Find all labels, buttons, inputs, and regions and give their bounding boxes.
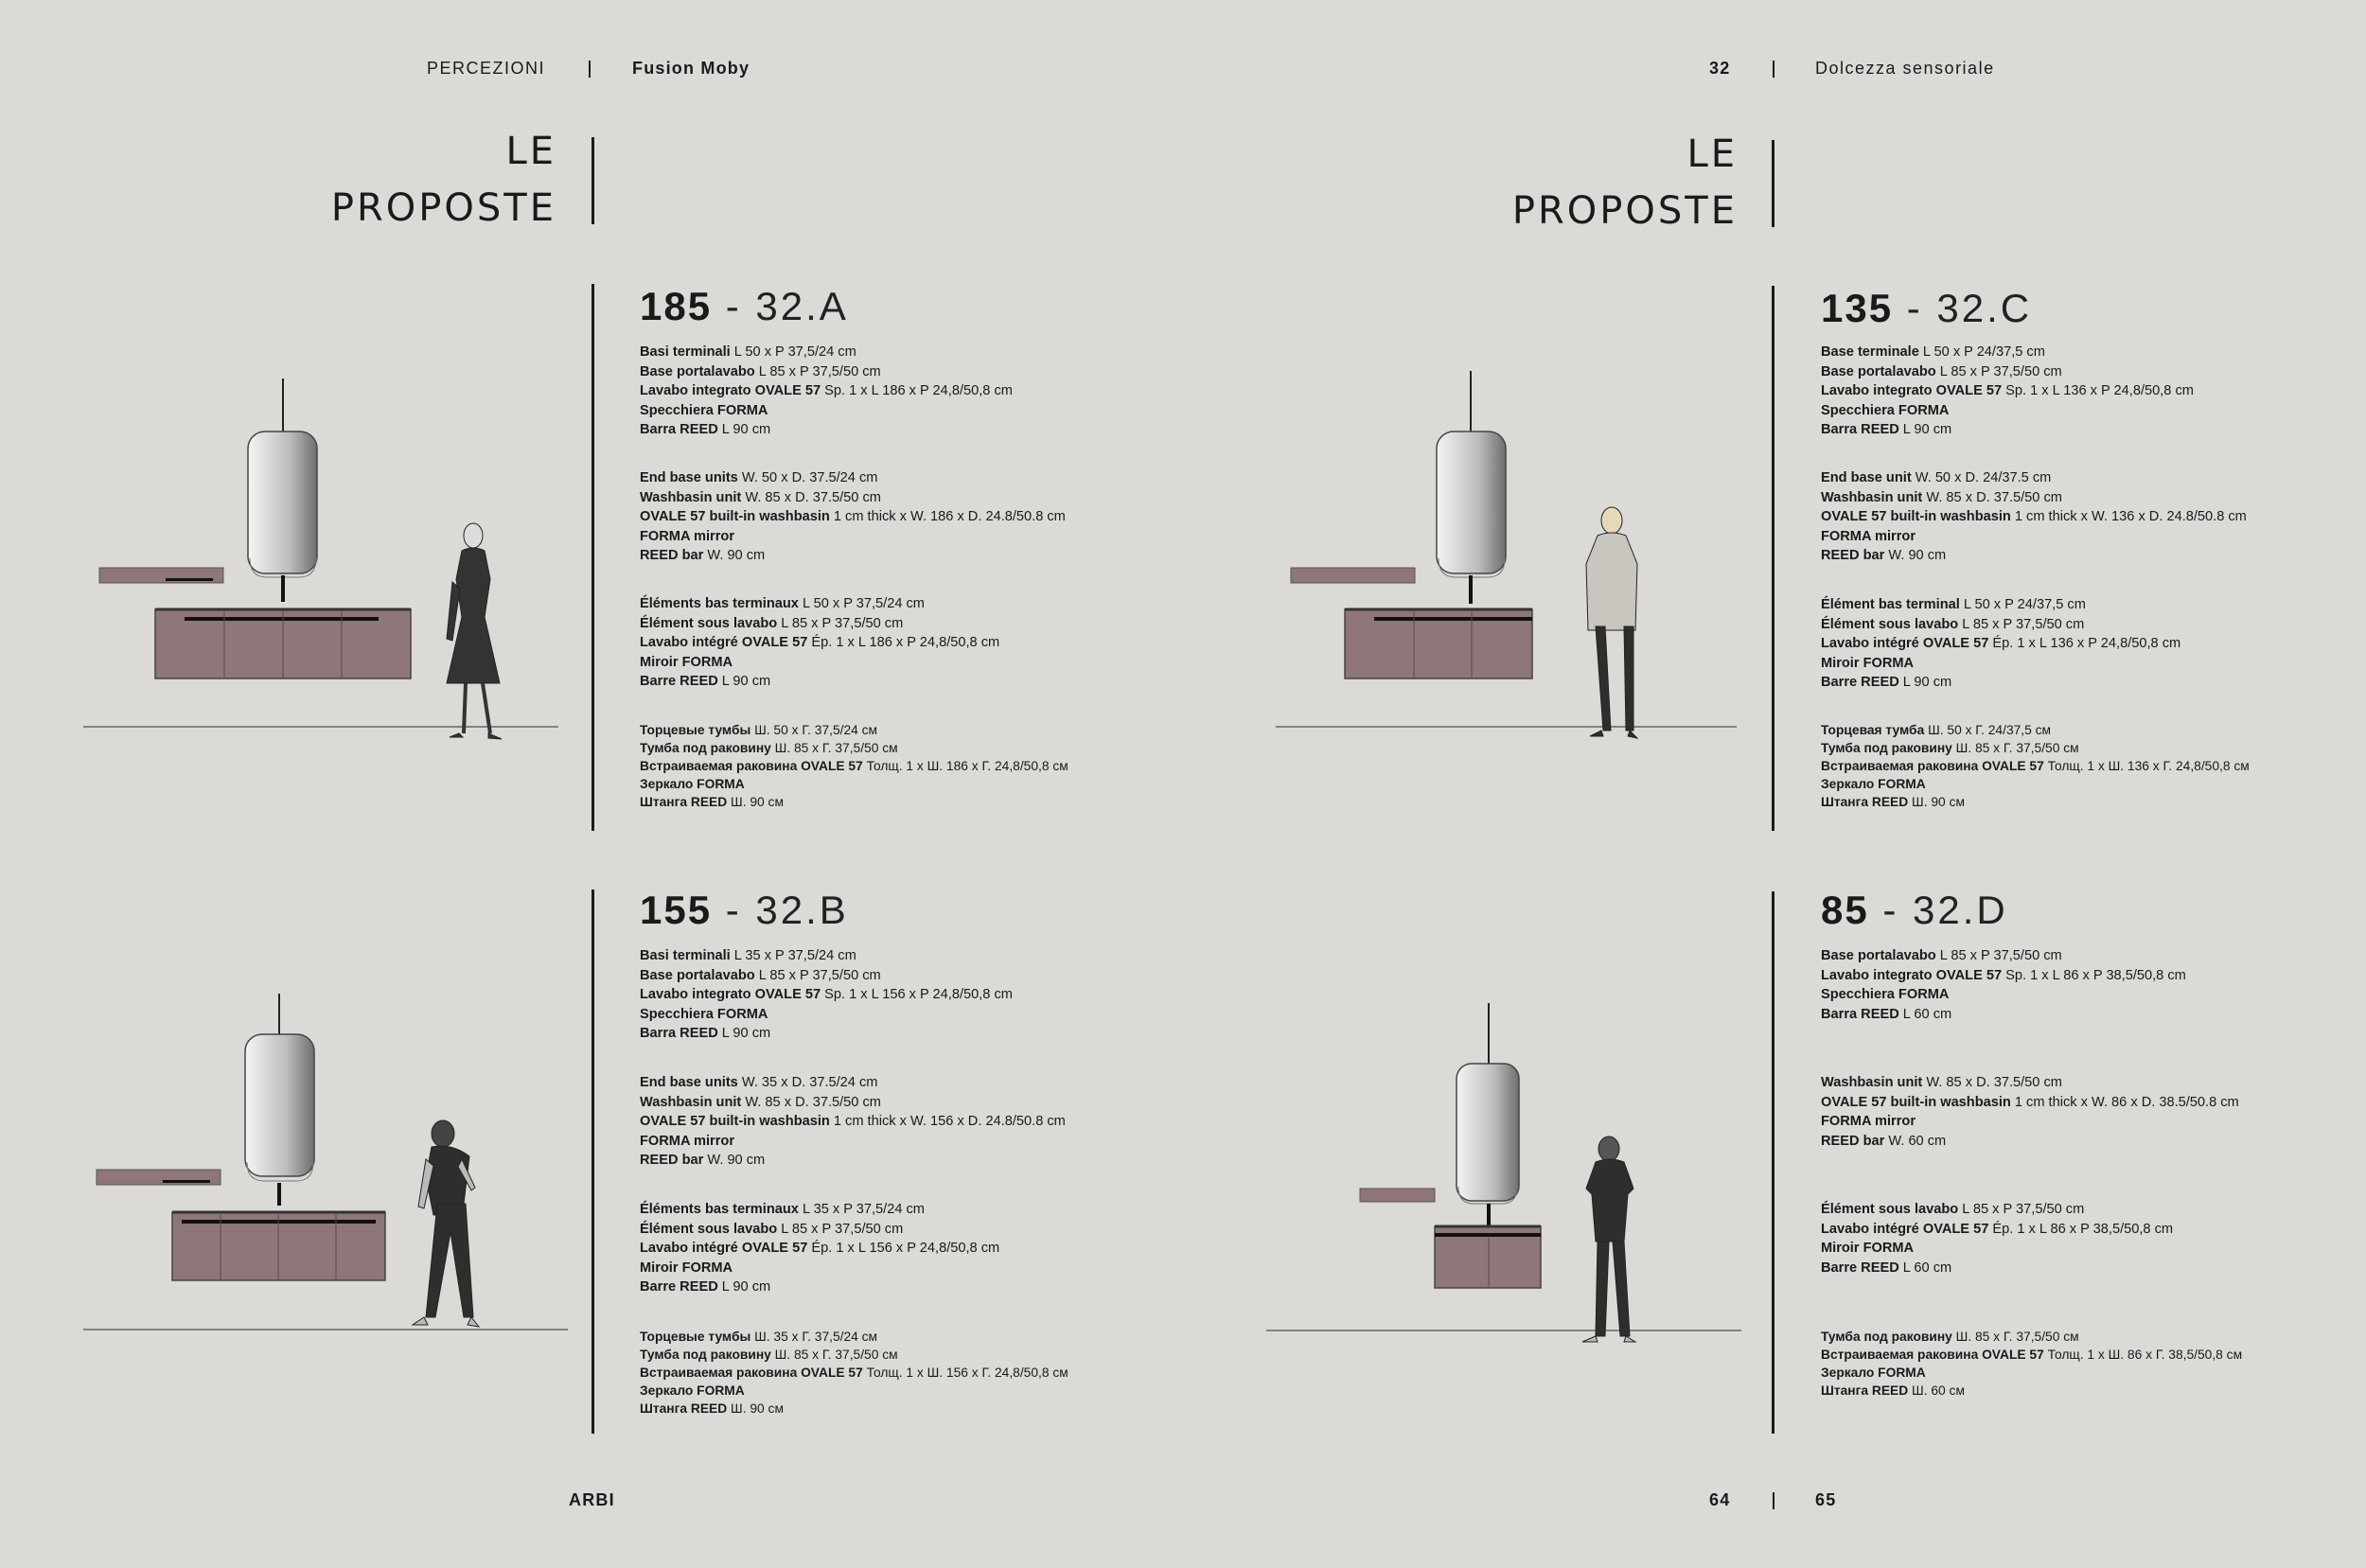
spec-line (640, 1005, 1104, 1025)
reed-bar (1374, 617, 1532, 621)
spec-dimensions: Ш. 85 x Г. 37,5/50 см (770, 741, 898, 755)
spec-dimensions: Толщ. 1 x Ш. 136 x Г. 24,8/50,8 см (2043, 759, 2250, 773)
spec-line (1821, 468, 2285, 488)
wall-shelf (1291, 568, 1415, 583)
spec-line (640, 614, 1104, 634)
spec-item: Specchiera FORMA (640, 402, 768, 418)
spec-line (640, 1328, 1104, 1346)
spec-line (640, 1346, 1104, 1364)
proposal-code (640, 888, 849, 933)
spec-line (1821, 654, 2285, 674)
spec-line (640, 672, 1104, 692)
spec-line (640, 721, 1104, 739)
spec-item: Встраиваемая раковина OVALE 57 (640, 1365, 863, 1380)
spec-dimensions: Ép. 1 x L 156 x P 24,8/50,8 cm (807, 1241, 1000, 1256)
spec-dimensions: Толщ. 1 x Ш. 86 x Г. 38,5/50,8 см (2043, 1348, 2243, 1362)
spec-line (1821, 793, 2285, 811)
spec-block-ru (1821, 721, 2285, 811)
spec-line (1821, 527, 2285, 547)
spec-line (640, 1382, 1104, 1400)
spec-dimensions: L 50 x P 24/37,5 cm (1918, 344, 2045, 360)
spec-dimensions: W. 85 x D. 37.5/50 cm (741, 489, 881, 505)
spec-line (640, 1220, 1104, 1240)
spec-line (640, 1277, 1104, 1297)
spec-item: Торцевые тумбы (640, 1330, 751, 1344)
spec-item: Washbasin unit (1821, 1075, 1923, 1090)
spec-item: End base unit (1821, 470, 1912, 485)
spec-dimensions: L 85 x P 37,5/50 cm (1958, 1202, 2085, 1217)
spec-dimensions: W. 90 cm (703, 1153, 766, 1168)
spec-line (1821, 381, 2285, 401)
spec-item: Specchiera FORMA (640, 1006, 768, 1022)
page-title-left (216, 123, 556, 237)
spec-line (640, 343, 1104, 362)
proposal-width: 85 (1821, 888, 1869, 932)
mirror (1437, 432, 1506, 573)
reed-bar (185, 617, 379, 621)
spec-dimensions: L 90 cm (1898, 675, 1952, 690)
spec-item: Specchiera FORMA (1821, 987, 1950, 1002)
spec-line (640, 757, 1104, 775)
spec-line (1821, 757, 2285, 775)
spec-dimensions: L 90 cm (717, 422, 771, 437)
spec-item: FORMA mirror (640, 528, 734, 544)
spec-dimensions: 1 cm thick x W. 156 x D. 24.8/50.8 cm (829, 1114, 1066, 1129)
spec-dimensions: L 50 x P 37,5/24 cm (798, 596, 925, 611)
spec-line (1821, 362, 2285, 382)
spec-line (1821, 1005, 2285, 1025)
spec-line (640, 1239, 1104, 1259)
spec-item: Élément sous lavabo (1821, 616, 1959, 632)
spec-item: Barre REED (640, 674, 718, 689)
spec-item: Basi terminali (640, 344, 731, 360)
spec-dimensions: W. 50 x D. 37.5/24 cm (737, 470, 878, 485)
spec-dimensions: Ш. 90 см (727, 1401, 784, 1416)
spec-dimensions: W. 85 x D. 37.5/50 cm (1922, 489, 2062, 505)
spec-line (640, 488, 1104, 508)
spec-dimensions: Ш. 85 x Г. 37,5/50 см (1951, 1330, 2079, 1344)
spec-line (640, 1259, 1104, 1278)
proposal-width: 155 (640, 888, 713, 932)
spec-item: FORMA mirror (640, 1133, 734, 1149)
spec-item: Тумба под раковину (640, 741, 771, 755)
spec-dimensions: Ш. 60 см (1908, 1383, 1965, 1398)
spec-block-en (640, 1073, 1104, 1171)
title-line-1: LE (505, 130, 556, 173)
spec-item: Тумба под раковину (1821, 741, 1952, 755)
spec-line (640, 1093, 1104, 1113)
spec-dimensions: W. 90 cm (703, 548, 766, 563)
spec-line (1821, 634, 2285, 654)
spec-item: Basi terminali (640, 948, 731, 963)
faucet (1469, 575, 1473, 604)
spec-dimensions: L 90 cm (717, 1026, 771, 1041)
header-page-number: 32 (1709, 59, 1731, 78)
spec-item: Base portalavabo (1821, 363, 1936, 379)
mirror (1457, 1064, 1519, 1201)
spec-line (1821, 1364, 2285, 1382)
spec-line (640, 546, 1104, 566)
spec-line (640, 1200, 1104, 1220)
spec-line (1821, 1382, 2285, 1400)
spec-line (640, 966, 1104, 986)
spec-item: Встраиваемая раковина OVALE 57 (1821, 1348, 2044, 1362)
spec-item: Штанга REED (1821, 795, 1909, 809)
spec-item: Lavabo intégré OVALE 57 (640, 1241, 808, 1256)
spec-block-ru (640, 1328, 1104, 1418)
spec-item: Washbasin unit (640, 489, 742, 505)
spec-line (1821, 420, 2285, 440)
person-figure (1586, 507, 1637, 738)
proposal-code (640, 284, 849, 329)
spec-item: Торцевые тумбы (640, 723, 751, 737)
person-figure (413, 1120, 479, 1327)
spec-block-en (1821, 1073, 2285, 1151)
proposal-width: 185 (640, 284, 713, 328)
footer-brand: ARBI (569, 1490, 615, 1509)
spec-line (640, 468, 1104, 488)
spec-line (640, 985, 1104, 1005)
proposal-ref: - 32.D (1868, 888, 2008, 932)
spec-item: OVALE 57 built-in washbasin (1821, 1094, 2011, 1110)
header-separator-left (589, 61, 591, 78)
spec-item: Тумба под раковину (640, 1348, 771, 1362)
spec-line (1821, 1328, 2285, 1346)
spec-item: Lavabo integrato OVALE 57 (1821, 967, 2003, 983)
spec-line (640, 1400, 1104, 1418)
header-section-right: Dolcezza sensoriale (1815, 59, 1995, 78)
spec-line (1821, 1132, 2285, 1152)
spec-line (640, 775, 1104, 793)
spec-line (1821, 1220, 2285, 1240)
spec-item: Lavabo integrato OVALE 57 (1821, 383, 2003, 398)
spec-dimensions: 1 cm thick x W. 86 x D. 38.5/50.8 cm (2010, 1094, 2239, 1110)
spec-dimensions: Sp. 1 x L 186 x P 24,8/50,8 cm (821, 383, 1013, 398)
spec-item: Base portalavabo (1821, 948, 1936, 963)
spec-dimensions: L 85 x P 37,5/50 cm (754, 967, 881, 983)
spec-dimensions: L 85 x P 37,5/50 cm (777, 615, 904, 631)
spec-line (1821, 507, 2285, 527)
spec-dimensions: W. 85 x D. 37.5/50 cm (1922, 1075, 2062, 1090)
spec-line (1821, 985, 2285, 1005)
title-bar-left (592, 137, 594, 224)
spec-item: Lavabo intégré OVALE 57 (1821, 1221, 1989, 1237)
proposal-width: 135 (1821, 286, 1894, 330)
spec-item: Élément bas terminal (1821, 597, 1960, 612)
spec-dimensions: Ép. 1 x L 86 x P 38,5/50,8 cm (1988, 1221, 2174, 1237)
spec-line (640, 1364, 1104, 1382)
spec-block-ru (1821, 1328, 2285, 1400)
spec-item: Lavabo integrato OVALE 57 (640, 987, 821, 1002)
spec-item: Barre REED (1821, 1260, 1899, 1276)
spec-item: OVALE 57 built-in washbasin (640, 1114, 830, 1129)
spec-item: Base portalavabo (640, 967, 755, 983)
spec-dimensions: Толщ. 1 x Ш. 156 x Г. 24,8/50,8 см (862, 1365, 1068, 1380)
spec-dimensions: W. 85 x D. 37.5/50 cm (741, 1094, 881, 1110)
spec-dimensions: Ш. 85 x Г. 37,5/50 см (1951, 741, 2079, 755)
spec-dimensions: L 90 cm (717, 674, 771, 689)
proposal-ref: - 32.B (712, 888, 849, 932)
spec-item: Miroir FORMA (1821, 655, 1915, 671)
spec-line (1821, 1200, 2285, 1220)
spec-item: Miroir FORMA (640, 1260, 733, 1276)
spec-line (1821, 1239, 2285, 1259)
proposal-ref: - 32.C (1893, 286, 2033, 330)
spec-dimensions: L 60 cm (1898, 1006, 1952, 1022)
spec-block-fr (640, 594, 1104, 692)
proposal-code (1821, 286, 2032, 331)
spec-item: FORMA mirror (1821, 528, 1916, 544)
spec-item: Washbasin unit (640, 1094, 742, 1110)
spec-dimensions: W. 50 x D. 24/37.5 cm (1911, 470, 2052, 485)
spec-block-fr (1821, 595, 2285, 693)
spec-dimensions: Толщ. 1 x Ш. 186 x Г. 24,8/50,8 см (862, 759, 1068, 773)
spec-item: Штанга REED (640, 1401, 728, 1416)
spec-item: REED bar (1821, 548, 1885, 563)
spec-line (1821, 401, 2285, 421)
spec-line (640, 507, 1104, 527)
spec-block-en (640, 468, 1104, 566)
title-line-2: PROPOSTE (330, 186, 556, 230)
spec-line (640, 594, 1104, 614)
spec-dimensions: W. 90 cm (1884, 548, 1947, 563)
spec-item: OVALE 57 built-in washbasin (1821, 509, 2011, 524)
spec-item: Barra REED (640, 1026, 718, 1041)
spec-line (640, 1151, 1104, 1171)
spec-dimensions: Sp. 1 x L 156 x P 24,8/50,8 cm (821, 987, 1013, 1002)
spec-line (1821, 673, 2285, 693)
spec-dimensions: 1 cm thick x W. 186 x D. 24.8/50.8 cm (829, 509, 1066, 524)
header-product-name: Fusion Moby (632, 59, 750, 78)
spec-dimensions: L 35 x P 37,5/24 cm (798, 1202, 925, 1217)
spec-item: End base units (640, 1075, 738, 1090)
proposal-code (1821, 888, 2008, 933)
spec-item: REED bar (640, 548, 704, 563)
spec-dimensions: L 85 x P 37,5/50 cm (1935, 948, 2062, 963)
spec-item: Lavabo intégré OVALE 57 (640, 635, 808, 650)
person-figure (1582, 1136, 1635, 1342)
spec-line (640, 1132, 1104, 1152)
spec-item: Éléments bas terminaux (640, 596, 799, 611)
faucet (277, 1183, 281, 1206)
spec-line (640, 420, 1104, 440)
spec-item: Base portalavabo (640, 363, 755, 379)
spec-dimensions: Sp. 1 x L 136 x P 24,8/50,8 cm (2002, 383, 2194, 398)
spec-item: Élément sous lavabo (640, 1221, 778, 1237)
spec-line (1821, 343, 2285, 362)
spec-dimensions: Ép. 1 x L 186 x P 24,8/50,8 cm (807, 635, 1000, 650)
spec-item: Élément sous lavabo (640, 615, 778, 631)
footer-separator (1773, 1492, 1774, 1509)
spec-line (640, 381, 1104, 401)
spec-item: Lavabo intégré OVALE 57 (1821, 636, 1989, 651)
spec-item: Barre REED (640, 1279, 718, 1295)
illustration-32d (1259, 994, 1760, 1372)
spec-line (640, 633, 1104, 653)
spec-dimensions: Ш. 50 x Г. 24/37,5 см (1924, 723, 2052, 737)
spec-dimensions: Sp. 1 x L 86 x P 38,5/50,8 cm (2002, 967, 2186, 983)
spec-line (640, 739, 1104, 757)
spec-line (1821, 966, 2285, 986)
spec-dimensions: W. 60 cm (1884, 1133, 1947, 1149)
spec-dimensions: L 90 cm (717, 1279, 771, 1295)
wall-shelf (1360, 1189, 1435, 1202)
spec-dimensions: Ép. 1 x L 136 x P 24,8/50,8 cm (1988, 636, 2181, 651)
spec-item: Barra REED (640, 422, 718, 437)
header-section-left: PERCEZIONI (427, 59, 546, 78)
spec-item: OVALE 57 built-in washbasin (640, 509, 830, 524)
spec-item: Lavabo integrato OVALE 57 (640, 383, 821, 398)
faucet (1487, 1204, 1491, 1226)
spec-dimensions: L 85 x P 37,5/50 cm (777, 1221, 904, 1237)
spec-item: Miroir FORMA (1821, 1241, 1915, 1256)
mirror (245, 1034, 314, 1176)
spec-line (1821, 775, 2285, 793)
spec-item: Зеркало FORMA (1821, 777, 1926, 791)
spec-line (640, 1112, 1104, 1132)
spec-dimensions: Ш. 90 см (1908, 795, 1965, 809)
spec-dimensions: Ш. 50 x Г. 37,5/24 см (750, 723, 878, 737)
spec-line (1821, 1073, 2285, 1093)
spec-line (640, 653, 1104, 673)
page-title-right (1397, 126, 1738, 239)
spec-item: Barre REED (1821, 675, 1899, 690)
title-bar-right (1772, 140, 1774, 227)
spec-block-it (1821, 946, 2285, 1024)
spec-line (640, 946, 1104, 966)
spec-item: Base terminale (1821, 344, 1919, 360)
spec-block-it (640, 946, 1104, 1044)
spec-block-fr (640, 1200, 1104, 1297)
section-bar-a (592, 284, 594, 831)
spec-dimensions: 1 cm thick x W. 136 x D. 24.8/50.8 cm (2010, 509, 2247, 524)
header-separator-right (1773, 61, 1774, 78)
spec-block-en (1821, 468, 2285, 566)
spec-item: Встраиваемая раковина OVALE 57 (640, 759, 863, 773)
spec-item: Зеркало FORMA (640, 1383, 745, 1398)
spec-item: Élément sous lavabo (1821, 1202, 1959, 1217)
spec-line (1821, 488, 2285, 508)
spec-line (1821, 1259, 2285, 1278)
illustration-32a (76, 369, 577, 766)
section-bar-b (592, 890, 594, 1434)
spec-dimensions: L 50 x P 37,5/24 cm (730, 344, 856, 360)
spec-line (1821, 721, 2285, 739)
spec-line (1821, 546, 2285, 566)
spec-item: Barra REED (1821, 1006, 1899, 1022)
spec-line (1821, 1112, 2285, 1132)
spec-line (640, 527, 1104, 547)
spec-line (1821, 946, 2285, 966)
spec-dimensions: L 50 x P 24/37,5 cm (1959, 597, 2086, 612)
mirror (248, 432, 317, 573)
spec-dimensions: W. 35 x D. 37.5/24 cm (737, 1075, 878, 1090)
spec-line (640, 1024, 1104, 1044)
spec-item: End base units (640, 470, 738, 485)
spec-dimensions: Ш. 90 см (727, 795, 784, 809)
spec-item: FORMA mirror (1821, 1114, 1916, 1129)
section-bar-c (1772, 286, 1774, 831)
spec-item: Штанга REED (1821, 1383, 1909, 1398)
spec-item: Зеркало FORMA (640, 777, 745, 791)
spec-line (640, 401, 1104, 421)
spec-item: Miroir FORMA (640, 654, 733, 670)
spec-dimensions: Ш. 35 x Г. 37,5/24 см (750, 1330, 878, 1344)
spec-dimensions: L 35 x P 37,5/24 cm (730, 948, 856, 963)
spec-block-it (1821, 343, 2285, 440)
title-line-1: LE (1686, 132, 1738, 176)
spec-dimensions: L 85 x P 37,5/50 cm (1935, 363, 2062, 379)
footer-page-right: 65 (1815, 1490, 1837, 1509)
spec-line (640, 793, 1104, 811)
spec-line (1821, 1346, 2285, 1364)
spec-line (1821, 595, 2285, 615)
spec-item: Штанга REED (640, 795, 728, 809)
proposal-ref: - 32.A (712, 284, 849, 328)
spec-dimensions: L 60 cm (1898, 1260, 1952, 1276)
illustration-32b (76, 984, 577, 1363)
spec-block-it (640, 343, 1104, 440)
faucet (281, 575, 285, 602)
spec-item: Зеркало FORMA (1821, 1365, 1926, 1380)
spec-dimensions: L 85 x P 37,5/50 cm (1958, 616, 2085, 632)
spec-item: Торцевая тумба (1821, 723, 1925, 737)
spec-item: REED bar (640, 1153, 704, 1168)
spec-item: Barra REED (1821, 422, 1899, 437)
title-line-2: PROPOSTE (1511, 189, 1738, 233)
spec-line (1821, 1093, 2285, 1113)
illustration-32c (1268, 369, 1760, 766)
spec-line (1821, 739, 2285, 757)
spec-item: Washbasin unit (1821, 489, 1923, 505)
spec-line (640, 1073, 1104, 1093)
spec-item: REED bar (1821, 1133, 1885, 1149)
person-figure (447, 523, 502, 739)
spec-line (640, 362, 1104, 382)
spec-dimensions: L 90 cm (1898, 422, 1952, 437)
spec-line (1821, 615, 2285, 635)
spec-item: Éléments bas terminaux (640, 1202, 799, 1217)
spec-item: Тумба под раковину (1821, 1330, 1952, 1344)
spec-block-ru (640, 721, 1104, 811)
spec-item: Specchiera FORMA (1821, 402, 1950, 418)
reed-bar (1435, 1233, 1541, 1237)
spec-block-fr (1821, 1200, 2285, 1277)
spec-dimensions: L 85 x P 37,5/50 cm (754, 363, 881, 379)
section-bar-d (1772, 891, 1774, 1434)
footer-page-left: 64 (1709, 1490, 1731, 1509)
spec-item: Встраиваемая раковина OVALE 57 (1821, 759, 2044, 773)
spec-dimensions: Ш. 85 x Г. 37,5/50 см (770, 1348, 898, 1362)
